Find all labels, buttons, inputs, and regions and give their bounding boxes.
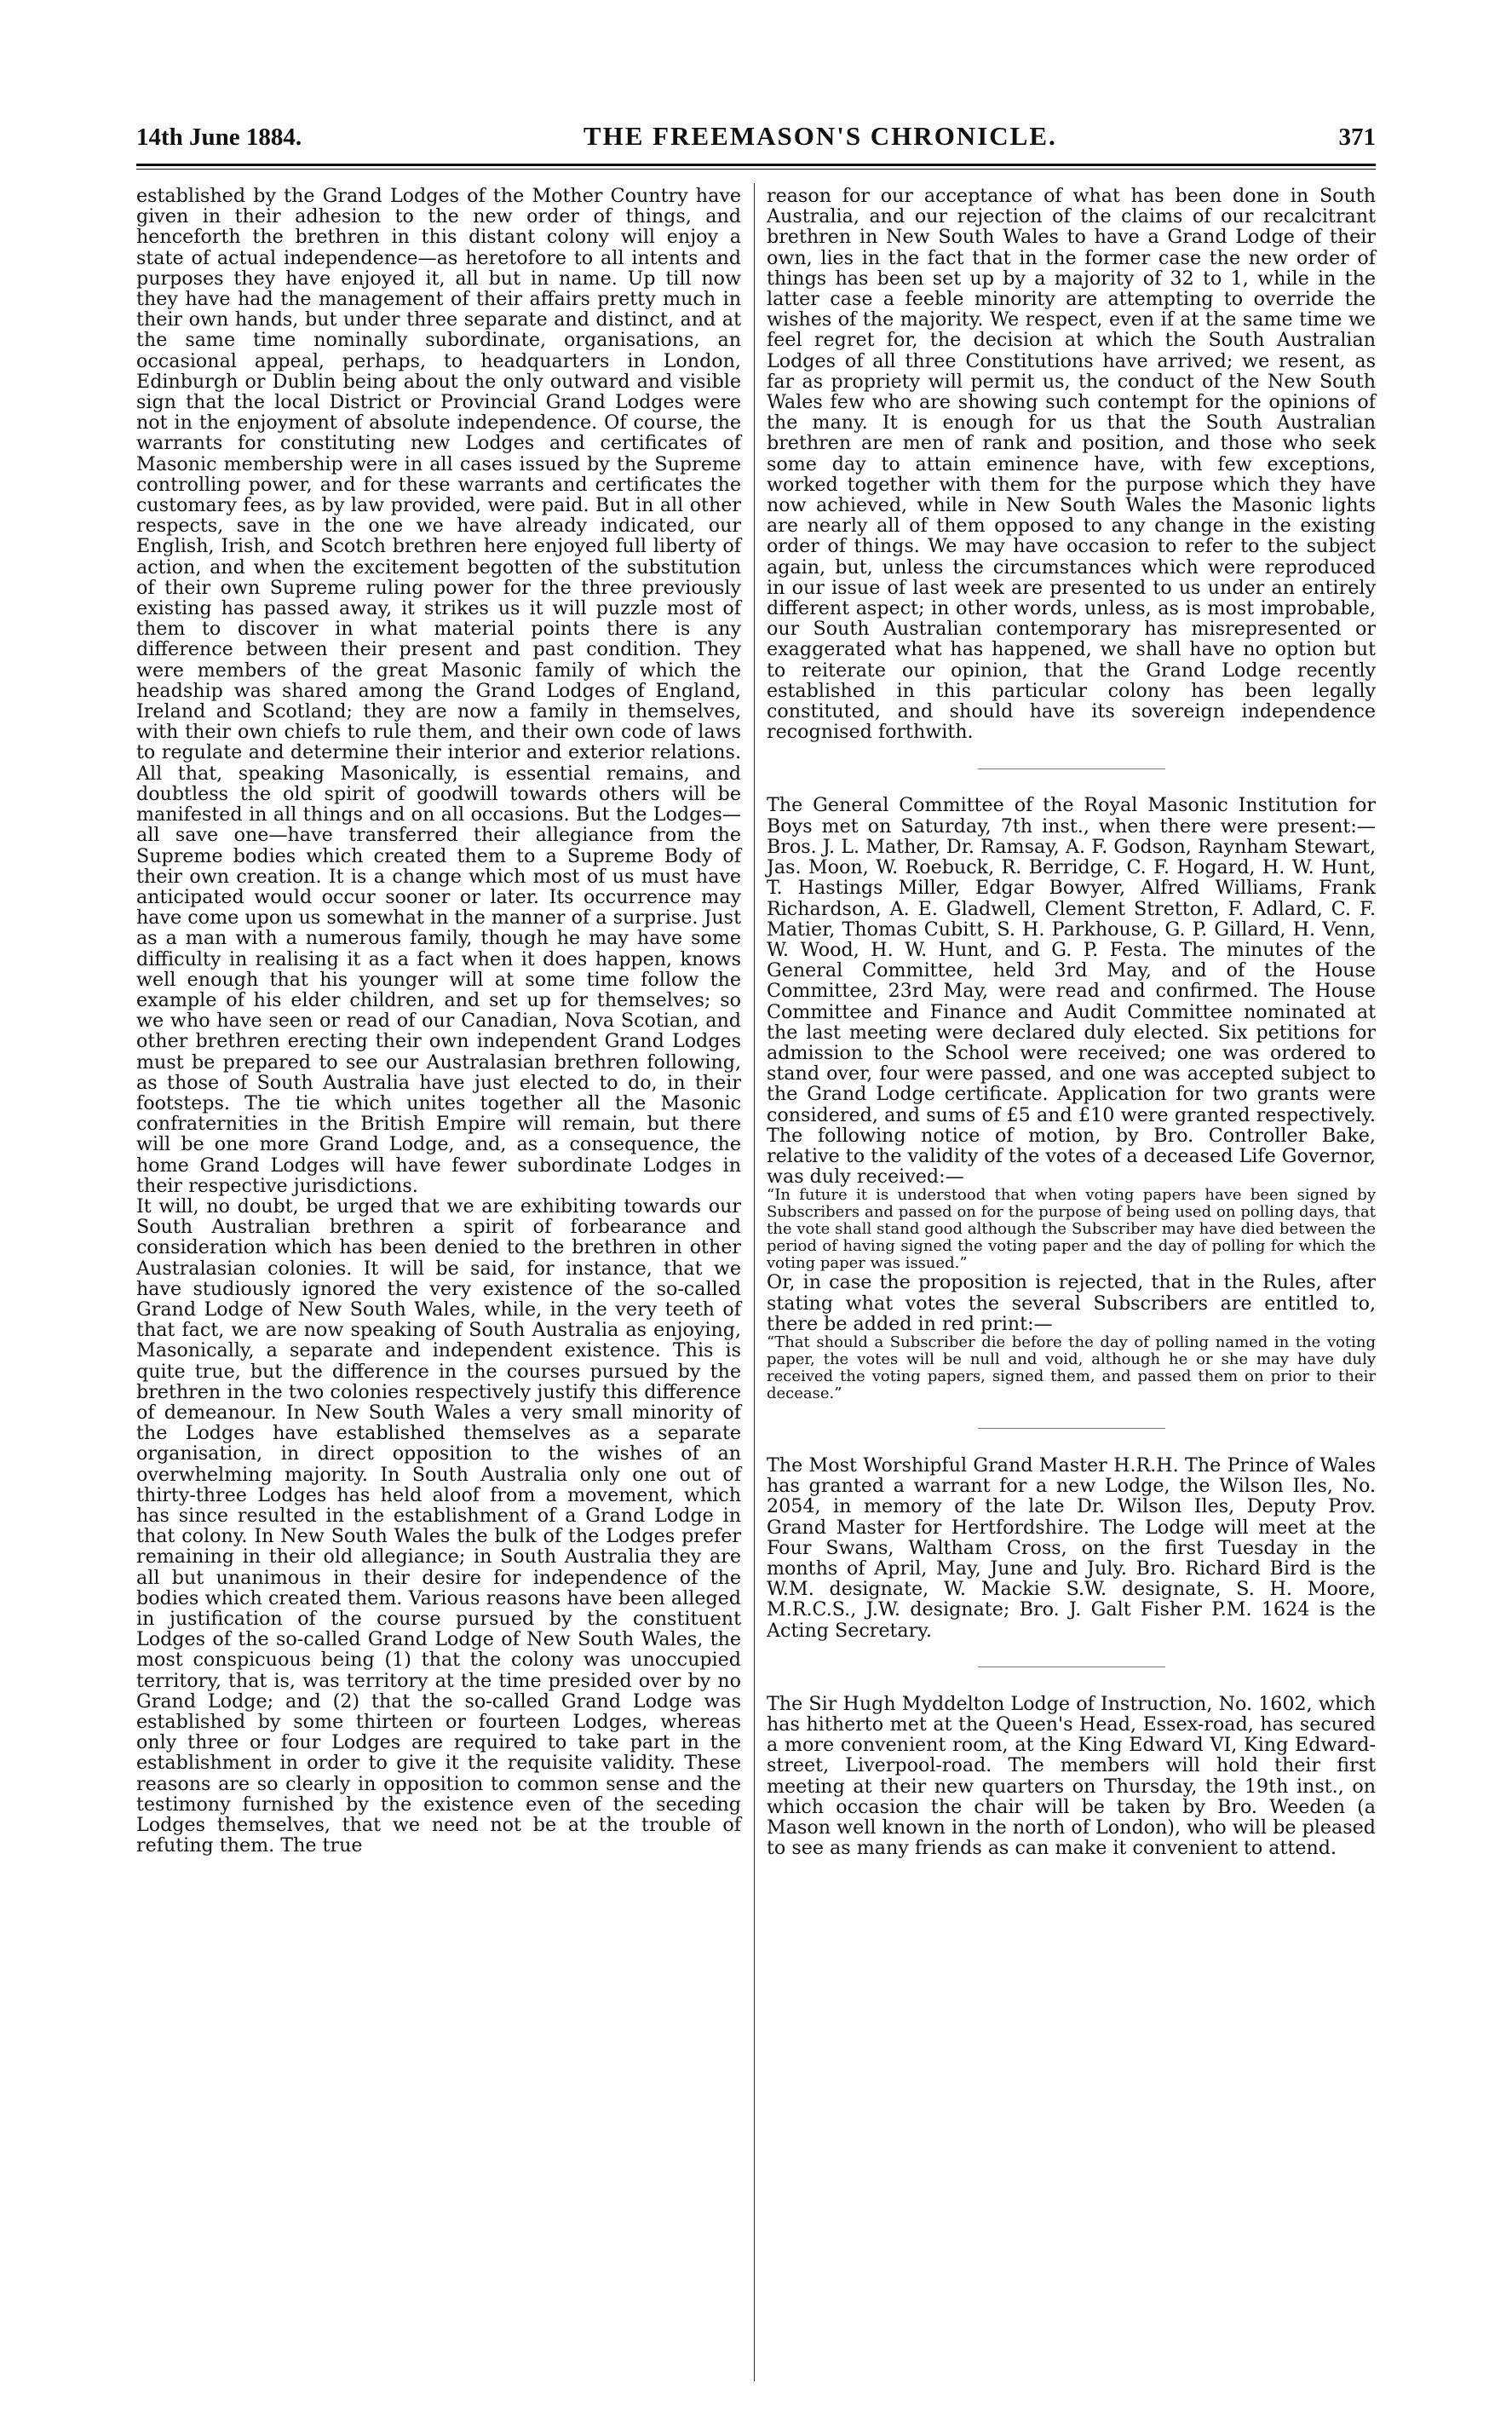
left-column [136,186,741,1856]
left-paragraph-2: It will, no doubt, be urged that we are exhibiting towards our South Australian brethren a spirit of forbearance and consideration which has been denied to the brethren in other Australasian colonies. It will be said, for instance, that we have studiously ignored the very existence of the so-called Grand Lodge of New South Wales, while, in the very teeth of that fact, we are now speaking of South Australia as enjoying, Masonically, a separate and independent existence. This is quite true, but the difference in the courses pursued by the brethren in the two colonies respectively justify this difference of demeanour. In New South Wales a very small minority of the Lodges have established themselves as a separate organisation, in direct opposition to the wishes of an overwhelming majority. In South Australia only one out of thirty-three Lodges has held aloof from a movement, which has since resulted in the establishment of a Grand Lodge in that colony. In New South Wales the bulk of the Lodges prefer remaining in their old allegiance; in South Australia they are all but unanimous in their desire for independence of the bodies which created them. Various reasons have been alleged in justification of the course pursued by the constituent Lodges of the so-called Grand Lodge of New South Wales, the most conspicuous being (1) that the colony was unoccupied territory, that is, was territory at the time presided over by no Grand Lodge; and (2) that the so-called Grand Lodge was established by some thirteen or fourteen Lodges, whereas only three or four Lodges are required to take part in the establishment in order to give it the requisite validity. These reasons are so clearly in opposition to common sense and the testimony furnished by the existence even of the seceding Lodges themselves, that we need not be at the trouble of refuting them. The true [136,1194,741,1857]
section-separator [767,742,1376,795]
motion-quote: “In future it is understood that when voting papers have been signed by Subscribers and passed on for the purpose of being used on polling days, that the vote shall stand good although the Subscriber may have died between the period of having signed the voting paper and the day of polling for which the voting paper was issued.” [767,1186,1376,1273]
section-separator [767,1402,1376,1455]
newspaper-page [136,0,1376,2435]
alternative-paragraph: Or, in case the proposition is rejected, that in the Rules, after stating what votes the several Subscribers are entitled to, there be added in red print:— [767,1271,1376,1335]
committee-paragraph: The General Committee of the Royal Masonic Institution for Boys met on Saturday, 7th inst., when there were present:—Bros. J. L. Mather, Dr. Ramsay, A. F. Godson, Raynham Stewart, Jas. Moon, W. Roebuck, R. Berridge, C. F. Hogard, H. W. Hunt, T. Hastings Miller, Edgar Bowyer, Alfred Williams, Frank Richardson, A. E. Gladwell, Clement Stretton, F. Adlard, C. F. Matier, Thomas Cubitt, S. H. Parkhouse, G. P. Gillard, H. Venn, W. Wood, H. W. Hunt, and G. P. Festa. The minutes of the General Committee, held 3rd May, and of the House Committee, 23rd May, were read and confirmed. The House Committee and Finance and Audit Committee nominated at the last meeting were declared duly elected. Six petitions for admission to the School were received; one was ordered to stand over, four were passed, and one was accepted subject to the Grand Lodge certificate. Application for two grants were considered, and sums of £5 and £10 were granted respectively. The following notice of motion, by Bro. Controller Bake, relative to the validity of the votes of a deceased Life Governor, was duly received:— [767,794,1376,1189]
section-separator [767,1641,1376,1694]
column-divider [754,183,755,2381]
left-paragraph-1: established by the Grand Lodges of the Mother Country have given in their adhesion to the new order of things, and henceforth the brethren in this distant colony will enjoy a state of actual independence—as heretofore to all intents and purposes they have enjoyed it, all but in name. Up till now they have had the management of their affairs pretty much in their own hands, but under three separate and distinct, and at the same time nominally subordinate, organisations, an occasional appeal, perhaps, to headquarters in London, Edinburgh or Dublin being about the only outward and visible sign that the local District or Provincial Grand Lodges were not in the enjoyment of absolute independence. Of course, the warrants for constituting new Lodges and certificates of Masonic membership were in all cases issued by the Supreme controlling power, and for these warrants and certificates the customary fees, as by law provided, were paid. But in all other respects, save in the one we have already indicated, our English, Irish, and Scotch brethren here enjoyed full liberty of action, and when the excitement begotten of the substitution of their own Supreme ruling power for the three previously existing has passed away, it strikes us it will puzzle most of them to discover in what material points there is any difference between their present and past condition. They were members of the great Masonic family of which the headship was shared among the Grand Lodges of England, Ireland and Scotland; they are now a family in themselves, with their own chiefs to rule them, and their own code of laws to regulate and determine their interior and exterior relations. All that, speaking Masonically, is essential remains, and doubtless the old spirit of goodwill towards others will be manifested in all things and on all occasions. But the Lodges—all save one—have transferred their allegiance from the Supreme bodies which created them to a Supreme Body of their own creation. It is a change which most of us must have anticipated would occur sooner or later. Its occurrence may have come upon us somewhat in the manner of a surprise. Just as a man with a numerous family, though he may have some difficulty in realising it as a fact when it does happen, knows well enough that his younger will at some time follow the example of his elder children, and set up for themselves; so we who have seen or read of our Canadian, Nova Scotian, and other brethren erecting their own independent Grand Lodges must be prepared to see our Australasian brethren following, as those of South Australia have just elected to do, in their footsteps. The tie which unites together all the Masonic confraternities in the British Empire will remain, but there will be one more Grand Lodge, and, as a consequence, the home Grand Lodges will have fewer subordinate Lodges in their respective jurisdictions. [136,185,741,1197]
header-rule-thin [136,169,1376,170]
warrant-paragraph: The Most Worshipful Grand Master H.R.H. The Prince of Wales has granted a warrant for a new Lodge, the Wilson Iles, No. 2054, in memory of the late Dr. Wilson Iles, Deputy Prov. Grand Master for Hertfordshire. The Lodge will meet at the Four Swans, Waltham Cross, on the first Tuesday in the months of April, May, June and July. Bro. Richard Bird is the W.M. designate, W. Mackie S.W. designate, S. H. Moore, M.R.C.S., J.W. designate; Bro. J. Galt Fisher P.M. 1624 is the Acting Secretary. [767,1454,1376,1642]
right-column [767,186,1376,1858]
lodge-instruction-paragraph: The Sir Hugh Myddelton Lodge of Instruction, No. 1602, which has hitherto met at the Queen's Head, Essex-road, has secured a more convenient room, at the King Edward VI, King Edward-street, Liverpool-road. The members will hold their first meeting at their new quarters on Thursday, the 19th inst., on which occasion the chair will be taken by Bro. Weeden (a Mason well known in the north of London), who will be pleased to see as many friends as can make it convenient to attend. [767,1692,1376,1860]
publication-title: THE FREEMASON'S CHRONICLE. [583,121,1057,151]
page-number: 371 [1338,124,1376,151]
issue-date: 14th June 1884. [136,124,302,151]
rule-quote: “That should a Subscriber die before the day of polling named in the voting paper, the votes will be null and void, although he or she may have duly received the voting papers, signed them, and passed them on prior to their decease.” [767,1333,1376,1402]
right-paragraph-1: reason for our acceptance of what has been done in South Australia, and our rejection of the claims of our recalcitrant brethren in New South Wales to have a Grand Lodge of their own, lies in the fact that in the former case the new order of things has been set up by a majority of 32 to 1, while in the latter case a feeble minority are attempting to override the wishes of the majority. We respect, even if at the same time we feel regret for, the decision at which the South Australian Lodges of all three Constitutions have arrived; we resent, as far as propriety will permit us, the conduct of the New South Wales few who are showing such contempt for the opinions of the many. It is enough for us that the South Australian brethren are men of rank and position, and those who seek some day to attain eminence have, with few exceptions, worked together with them for the purpose which they have now achieved, while in New South Wales the Masonic lights are nearly all of them opposed to any change in the existing order of things. We may have occasion to refer to the subject again, but, unless the circumstances which were reproduced in our issue of last week are presented to us under an entirely different aspect; in other words, unless, as is most improbable, our South Australian contemporary has misrepresented or exaggerated what has happened, we shall have no option but to reiterate our opinion, that the Grand Lodge recently established in this particular colony has been legally constituted, and should have its sovereign independence recognised forthwith. [767,185,1376,744]
header-rule [136,164,1376,166]
